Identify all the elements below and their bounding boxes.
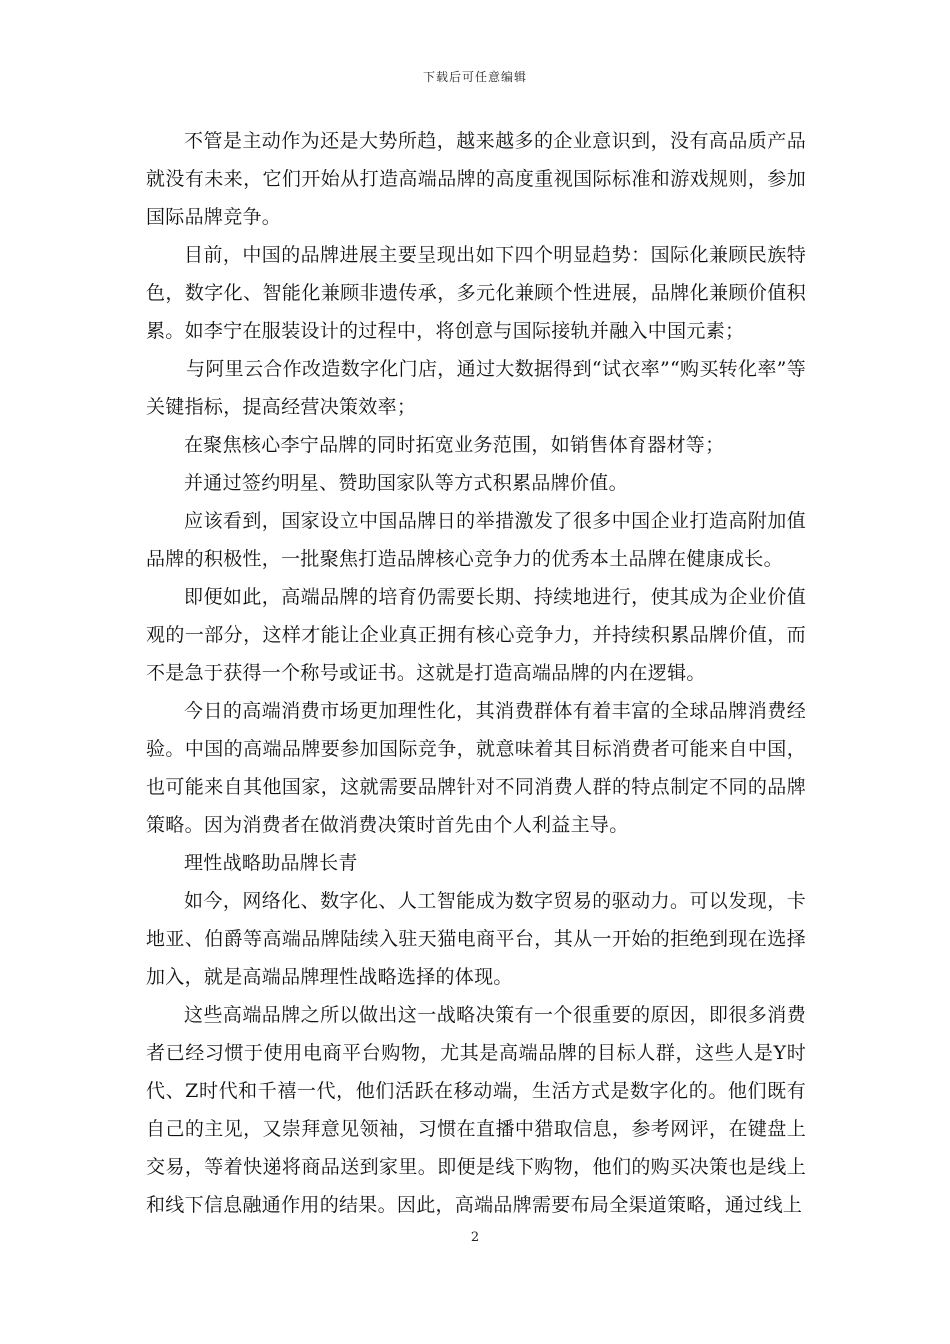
paragraph-1: 不管是主动作为还是大势所趋，越来越多的企业意识到，没有高品质产品就没有未来，它们开始从打造高端品牌的高度重视国际标准和游戏规则，参加国际品牌竞争。	[146, 130, 806, 228]
paragraph-9: 如今，网络化、数字化、人工智能成为数字贸易的驱动力。可以发现，卡地亚、伯爵等高端品牌陆续入驻天猫电商平台，其从一开始的拒绝到现在选择加入，就是高端品牌理性战略选择的体现。	[146, 890, 806, 988]
paragraph-2: 目前，中国的品牌进展主要呈现出如下四个明显趋势：国际化兼顾民族特色，数字化、智能化兼顾非遗传承，多元化兼顾个性进展，品牌化兼顾价值积累。如李宁在服装设计的过程中，将创意与国际接轨并融入中国元素；	[146, 244, 806, 342]
header-note: 下载后可任意编辑	[422, 70, 527, 84]
paragraph-5: 并通过签约明星、赞助国家队等方式积累品牌价值。	[184, 472, 628, 494]
section-heading: 理性战略助品牌长青	[184, 852, 358, 874]
paragraph-6: 应该看到，国家设立中国品牌日的举措激发了很多中国企业打造高附加值品牌的积极性，一批聚焦打造品牌核心竞争力的优秀本土品牌在健康成长。	[146, 510, 806, 570]
page-number: 2	[470, 1230, 480, 1245]
paragraph-4: 在聚焦核心李宁品牌的同时拓宽业务范围，如销售体育器材等；	[184, 434, 725, 456]
document-body	[146, 122, 806, 1224]
paragraph-7: 即便如此，高端品牌的培育仍需要长期、持续地进行，使其成为企业价值观的一部分，这样才能让企业真正拥有核心竞争力，并持续积累品牌价值，而不是急于获得一个称号或证书。这就是打造高端品牌的内在逻辑。	[146, 586, 806, 684]
paragraph-3: 与阿里云合作改造数字化门店，通过大数据得到“试衣率”“购买转化率”等关键指标，提高经营决策效率；	[146, 358, 806, 418]
paragraph-8: 今日的高端消费市场更加理性化，其消费群体有着丰富的全球品牌消费经验。中国的高端品牌要参加国际竞争，就意味着其目标消费者可能来自中国，也可能来自其他国家，这就需要品牌针对不同消费人群的特点制定不同的品牌策略。因为消费者在做消费决策时首先由个人利益主导。	[146, 700, 806, 836]
paragraph-10: 这些高端品牌之所以做出这一战略决策有一个很重要的原因，即很多消费者已经习惯于使用电商平台购物，尤其是高端品牌的目标人群，这些人是Y时代、Z时代和千禧一代，他们活跃在移动端，生活方式是数字化的。他们既有自己的主见，又崇拜意见领袖，习惯在直播中猎取信息，参考网评，在键盘上交易，等着快递将商品送到家里。即便是线下购物，他们的购买决策也是线上和线下信息融通作用的结果。因此，高端品牌需要布局全渠道策略，通过线上	[146, 1004, 806, 1216]
